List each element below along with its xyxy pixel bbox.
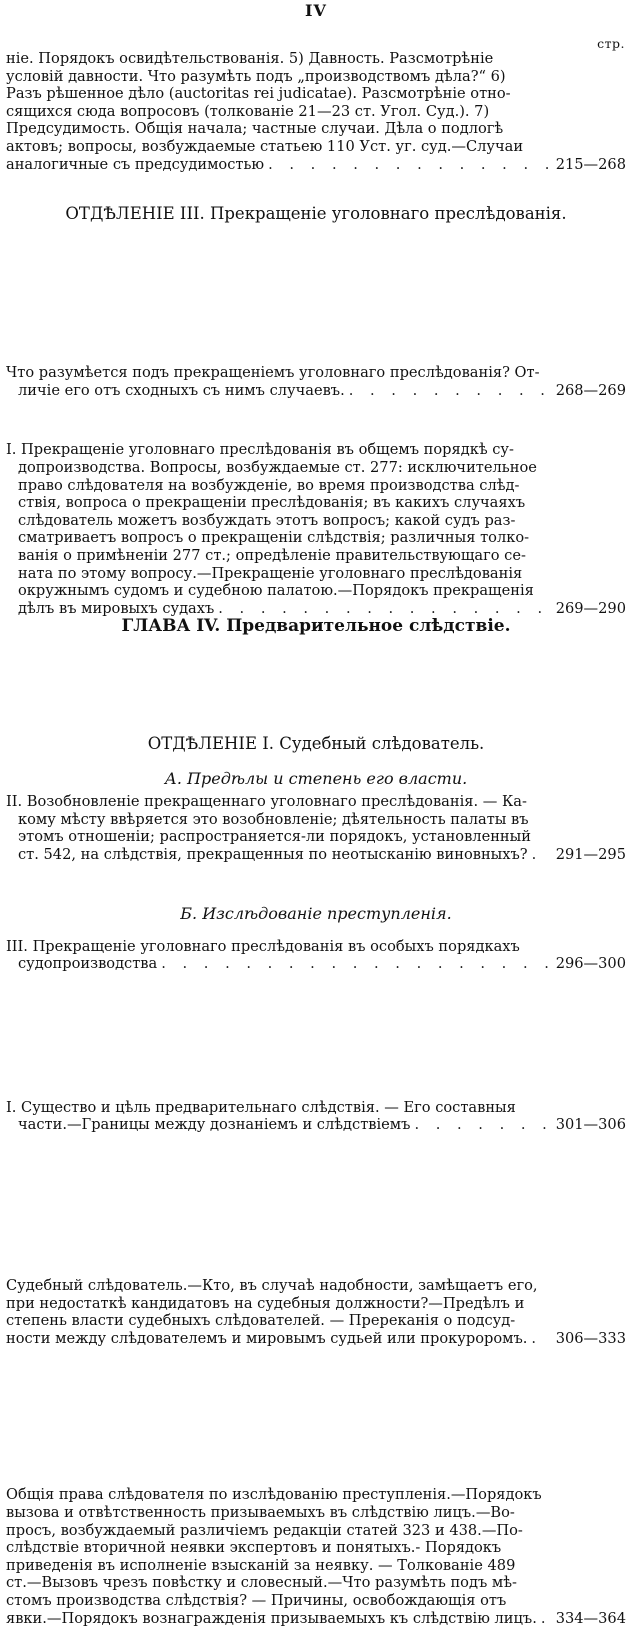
entry-line: этомъ отношеніи; распространяется-ли порядокъ, установленный xyxy=(18,828,531,846)
entry-line: явки.—Порядокъ вознагражденія призываемыхъ къ слѣдствію лицъ. xyxy=(6,1609,537,1627)
entry-line: при недостаткѣ кандидатовъ на судебныя должности?—Предѣлъ и xyxy=(6,1294,525,1312)
entry-line: приведенія въ исполненіе взысканій за неявку. — Толкованіе 489 xyxy=(6,1556,516,1574)
chapter-heading: ГЛАВА IV. Предварительное слѣдствіе. xyxy=(121,616,511,636)
subsection-heading: Б. Изслѣдованіе преступленія. xyxy=(180,904,452,923)
entry-line: сматриваетъ вопросъ о прекращеніи слѣдствія; различныя толко- xyxy=(18,529,530,547)
toc-entry xyxy=(6,1486,626,1627)
entry-line: ствія, вопроса о прекращеніи преслѣдованія; въ какихъ случаяхъ xyxy=(18,494,526,512)
entry-line: I. Существо и цѣль предварительнаго слѣдствія. — Его составныя xyxy=(6,1098,516,1116)
page-range: 306—333 xyxy=(555,1329,626,1347)
entry-line: части.—Границы между дознаніемъ и слѣдствіемъ xyxy=(18,1116,411,1134)
entry-line: слѣдователь можетъ возбуждать этотъ вопросъ; какой судъ раз- xyxy=(18,511,516,529)
page-number: IV xyxy=(305,1,327,20)
dot-leader xyxy=(268,156,552,174)
page-range: 269—290 xyxy=(555,599,626,617)
dot-leader xyxy=(531,1330,551,1348)
entry-line: дѣлъ въ мировыхъ судахъ xyxy=(18,599,215,617)
section-heading: ОТДѢЛЕНІЕ I. Судебный слѣдователь. xyxy=(147,734,485,753)
entry-line: Что разумѣется подъ прекращеніемъ уголовнаго преслѣдованія? От- xyxy=(6,364,540,382)
toc-entry xyxy=(6,1277,626,1347)
entry-line: I. Прекращеніе уголовнаго преслѣдованія въ общемъ порядкѣ су- xyxy=(6,441,514,459)
entry-line: слѣдствіе вторичной неявки экспертовъ и понятыхъ.- Порядокъ xyxy=(6,1539,502,1557)
dot-leader xyxy=(541,1610,552,1627)
entry-line: ната по этому вопросу.—Прекращеніе уголовнаго преслѣдованія xyxy=(18,564,523,582)
entry-line: ст.—Вызовъ чрезъ повѣстку и словесный.—Что разумѣть подъ мѣ- xyxy=(6,1574,517,1592)
entry-line: степень власти судебныхъ слѣдователей. — Пререканія о подсуд- xyxy=(6,1312,516,1330)
page-range: 301—306 xyxy=(555,1116,626,1134)
entry-line: сящихся сюда вопросовъ (толкованіе 21—23 ст. Угол. Суд.). 7) xyxy=(6,102,490,120)
dot-leader xyxy=(218,600,551,618)
entry-line: актовъ; вопросы, возбуждаемые статьею 110 Уст. уг. суд.—Случаи xyxy=(6,137,524,155)
entry-line: окружнымъ судомъ и судебною палатою.—Порядокъ прекращенія xyxy=(18,582,534,600)
entry-line: стомъ производства слѣдствія? — Причины, освобождающія отъ xyxy=(6,1591,507,1609)
subsection-heading: А. Предѣлы и степень его власти. xyxy=(164,769,468,788)
entry-line: просъ, возбуждаемый различіемъ редакціи статей 323 и 438.—По- xyxy=(6,1521,523,1539)
entry-line: личіе его отъ сходныхъ съ нимъ случаевъ. xyxy=(18,381,345,399)
page-range: 215—268 xyxy=(555,155,626,173)
entry-line: вызова и отвѣтственность призываемыхъ въ слѣдствію лицъ.—Во- xyxy=(6,1504,515,1521)
entry-line: ніе. Порядокъ освидѣтельствованія. 5) Давность. Разсмотрѣніе xyxy=(6,50,494,67)
dot-leader xyxy=(414,1116,551,1134)
entry-line: право слѣдователя на возбужденіе, во время производства слѣд- xyxy=(18,476,520,494)
entry-line: III. Прекращеніе уголовнаго преслѣдованія въ особыхъ порядкахъ xyxy=(6,937,520,955)
toc-entry xyxy=(6,1099,626,1134)
page-range: 291—295 xyxy=(555,846,626,864)
toc-entry xyxy=(6,441,626,617)
page-column-label: стр. xyxy=(597,36,625,51)
toc-entry xyxy=(6,938,626,973)
dot-leader xyxy=(532,846,552,864)
dot-leader xyxy=(161,955,551,973)
page-range: 268—269 xyxy=(555,381,626,399)
entry-line: допроизводства. Вопросы, возбуждаемые ст. 277: исключительное xyxy=(18,458,537,476)
toc-entry xyxy=(6,793,626,863)
dot-leader xyxy=(349,382,552,400)
entry-line: Предсудимость. Общія начала; частные случаи. Дѣла о подлогѣ xyxy=(6,120,504,138)
entry-line: кому мѣсту ввѣряется это возобновленіе; дѣятельность палаты въ xyxy=(18,810,529,828)
entry-line: Судебный слѣдователь.—Кто, въ случаѣ надобности, замѣщаетъ его, xyxy=(6,1277,538,1295)
entry-line: условій давности. Что разумѣть подъ „производствомъ дѣла?“ 6) xyxy=(6,67,506,85)
entry-line: ности между слѣдователемъ и мировымъ судьей или прокуроромъ. xyxy=(6,1329,528,1347)
page-range: 296—300 xyxy=(555,955,626,973)
toc-entry xyxy=(6,364,626,399)
entry-line: ст. 542, на слѣдствія, прекращенныя по неотысканію виновныхъ? xyxy=(18,846,528,864)
entry-line: аналогичные съ предсудимостью xyxy=(6,155,265,173)
entry-line: ванія о примѣненіи 277 ст.; опредѣленіе правительствующаго се- xyxy=(18,546,526,564)
entry-line: судопроизводства xyxy=(18,955,158,973)
toc-entry-continuation xyxy=(6,50,626,173)
page-range: 334—364 xyxy=(555,1609,626,1627)
entry-line: II. Возобновленіе прекращеннаго уголовнаго преслѣдованія. — Ка- xyxy=(6,793,527,811)
entry-line: Общія права слѣдователя по изслѣдованію преступленія.—Порядокъ xyxy=(6,1486,542,1504)
section-heading: ОТДѢЛЕНІЕ III. Прекращеніе уголовнаго преслѣдованія. xyxy=(65,204,567,223)
entry-line: Разъ рѣшенное дѣло (auctoritas rei judicatae). Разсмотрѣніе отно- xyxy=(6,85,511,103)
